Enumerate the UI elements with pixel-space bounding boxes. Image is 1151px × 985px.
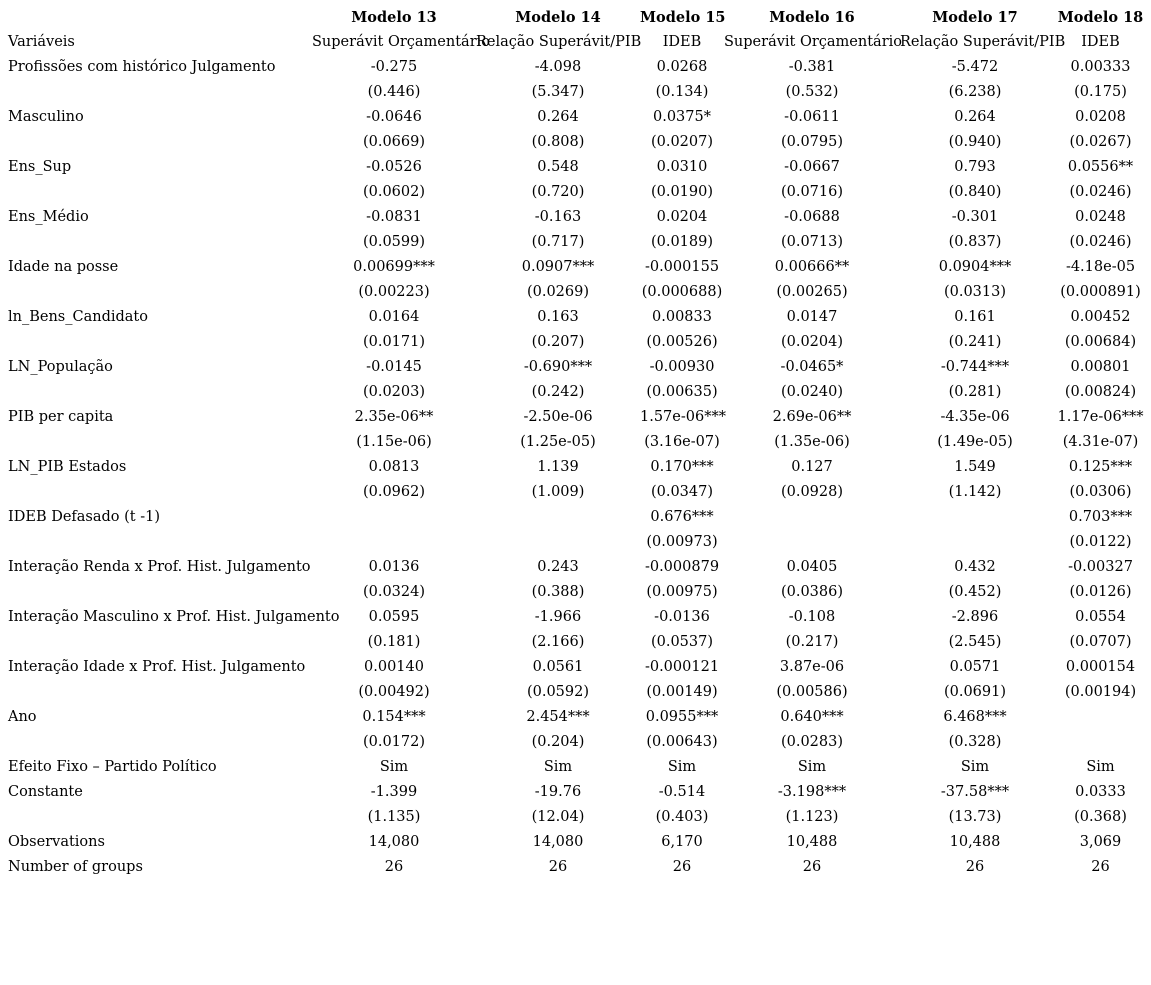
table-row-se bbox=[0, 180, 1151, 205]
value-cell: 0.00333 bbox=[1070, 59, 1131, 75]
value-cell: (5.347) bbox=[531, 84, 585, 100]
value-cell: IDEB bbox=[1081, 34, 1120, 50]
value-cell: 0.00833 bbox=[652, 309, 712, 325]
value-cell: (1.49e-05) bbox=[937, 434, 1013, 450]
value-cell: (0.0306) bbox=[1069, 484, 1132, 500]
value-cell: (0.00973) bbox=[646, 534, 718, 550]
table-row bbox=[0, 830, 1151, 855]
value-cell: -0.0667 bbox=[784, 159, 840, 175]
value-cell: (0.242) bbox=[531, 384, 585, 400]
value-cell: (0.207) bbox=[531, 334, 585, 350]
table-row bbox=[0, 555, 1151, 580]
table-row bbox=[0, 655, 1151, 680]
table-row bbox=[0, 705, 1151, 730]
table-row-se bbox=[0, 380, 1151, 405]
variable-label: Number of groups bbox=[8, 859, 143, 875]
table-row-se bbox=[0, 630, 1151, 655]
value-cell: IDEB bbox=[662, 34, 702, 50]
value-cell: -0.0136 bbox=[654, 609, 710, 625]
table-row bbox=[0, 55, 1151, 80]
value-cell: (0.000688) bbox=[641, 284, 723, 300]
table-row bbox=[0, 255, 1151, 280]
value-cell: (0.00526) bbox=[646, 334, 718, 350]
value-cell: -4.098 bbox=[534, 59, 582, 75]
value-cell: (0.0707) bbox=[1069, 634, 1132, 650]
value-cell: (0.717) bbox=[531, 234, 585, 250]
value-cell: (0.00492) bbox=[358, 684, 430, 700]
value-cell: 0.0405 bbox=[786, 559, 838, 575]
value-cell: Sim bbox=[797, 759, 827, 775]
value-cell: (0.181) bbox=[367, 634, 421, 650]
table-row bbox=[0, 305, 1151, 330]
variable-label: Profissões com histórico Julgamento bbox=[8, 59, 276, 75]
value-cell: (0.00975) bbox=[646, 584, 718, 600]
value-cell: 26 bbox=[965, 859, 985, 875]
regression-table bbox=[0, 5, 1151, 880]
value-cell: (1.142) bbox=[948, 484, 1002, 500]
value-cell: (0.0713) bbox=[780, 234, 844, 250]
value-cell: (0.0962) bbox=[362, 484, 426, 500]
table-row-se bbox=[0, 280, 1151, 305]
table-row bbox=[0, 780, 1151, 805]
value-cell: -5.472 bbox=[951, 59, 999, 75]
value-cell: 0.0136 bbox=[368, 559, 420, 575]
value-cell: (0.00586) bbox=[776, 684, 848, 700]
value-cell: (0.0795) bbox=[780, 134, 844, 150]
variable-label: Interação Idade x Prof. Hist. Julgamento bbox=[8, 659, 306, 675]
value-cell: (0.0691) bbox=[943, 684, 1007, 700]
value-cell: (1.15e-06) bbox=[356, 434, 432, 450]
variable-label: Masculino bbox=[8, 109, 84, 125]
table-row-se bbox=[0, 130, 1151, 155]
table-row-se bbox=[0, 480, 1151, 505]
value-cell: 0.00452 bbox=[1070, 309, 1131, 325]
variable-label: Observations bbox=[8, 834, 105, 850]
value-cell: 0.676*** bbox=[650, 509, 714, 525]
table-row bbox=[0, 355, 1151, 380]
value-cell: 26 bbox=[548, 859, 568, 875]
value-cell: (0.0204) bbox=[780, 334, 844, 350]
variable-label: Interação Masculino x Prof. Hist. Julgamento bbox=[8, 609, 340, 625]
value-cell: -0.690*** bbox=[523, 359, 593, 375]
value-cell: 0.0556** bbox=[1067, 159, 1134, 175]
value-cell: (0.368) bbox=[1074, 809, 1127, 825]
value-cell: (1.009) bbox=[531, 484, 585, 500]
value-cell: (0.940) bbox=[948, 134, 1002, 150]
variable-label: LN_População bbox=[8, 359, 113, 375]
value-cell: -0.0611 bbox=[784, 109, 840, 125]
value-cell: 1.57e-06*** bbox=[640, 409, 726, 425]
value-cell: Modelo 18 bbox=[1057, 9, 1144, 26]
table-row-se bbox=[0, 230, 1151, 255]
value-cell: 0.0208 bbox=[1075, 109, 1126, 125]
value-cell: 0.0204 bbox=[656, 209, 708, 225]
table-row-se bbox=[0, 530, 1151, 555]
value-cell: (0.0347) bbox=[650, 484, 714, 500]
value-cell: (0.00684) bbox=[1064, 334, 1137, 350]
variable-label: Idade na posse bbox=[8, 259, 119, 275]
value-cell: 0.00801 bbox=[1070, 359, 1131, 375]
value-cell: 0.170*** bbox=[650, 459, 714, 475]
value-cell: (13.73) bbox=[948, 809, 1002, 825]
value-cell: Relação Superávit/PIB bbox=[900, 34, 1066, 50]
value-cell: 0.0164 bbox=[368, 309, 420, 325]
value-cell: 2.454*** bbox=[526, 709, 590, 725]
value-cell: 14,080 bbox=[368, 834, 420, 850]
value-cell: -0.744*** bbox=[940, 359, 1010, 375]
value-cell: (0.134) bbox=[655, 84, 709, 100]
value-cell: (0.840) bbox=[948, 184, 1002, 200]
value-cell: 0.0268 bbox=[656, 59, 708, 75]
value-cell: 26 bbox=[672, 859, 692, 875]
value-cell: 0.0595 bbox=[368, 609, 420, 625]
value-cell: (4.31e-07) bbox=[1062, 434, 1139, 450]
value-cell: (6.238) bbox=[948, 84, 1002, 100]
table-row bbox=[0, 455, 1151, 480]
value-cell: Modelo 16 bbox=[769, 9, 855, 26]
value-cell: (0.0599) bbox=[362, 234, 426, 250]
value-cell: -0.00930 bbox=[649, 359, 715, 375]
value-cell: (0.0122) bbox=[1069, 534, 1132, 550]
value-cell: -4.35e-06 bbox=[940, 409, 1010, 425]
value-cell: (0.0313) bbox=[943, 284, 1007, 300]
value-cell: (0.532) bbox=[785, 84, 839, 100]
table-row bbox=[0, 605, 1151, 630]
value-cell: (0.000891) bbox=[1060, 284, 1141, 300]
value-cell: -2.50e-06 bbox=[523, 409, 593, 425]
value-cell: -0.00327 bbox=[1068, 559, 1133, 575]
value-cell: 26 bbox=[802, 859, 822, 875]
value-cell: 0.0310 bbox=[656, 159, 708, 175]
value-cell: (0.00635) bbox=[646, 384, 718, 400]
value-cell: (0.241) bbox=[948, 334, 1002, 350]
value-cell: Sim bbox=[667, 759, 697, 775]
variable-label: ln_Bens_Candidato bbox=[8, 309, 148, 325]
value-cell: (1.25e-05) bbox=[520, 434, 596, 450]
value-cell: -0.0688 bbox=[784, 209, 840, 225]
value-cell: 0.0955*** bbox=[645, 709, 719, 725]
value-cell: (1.135) bbox=[367, 809, 421, 825]
value-cell: (0.0207) bbox=[650, 134, 714, 150]
value-cell: (0.0190) bbox=[650, 184, 714, 200]
value-cell: Sim bbox=[1086, 759, 1115, 775]
value-cell: (0.0269) bbox=[526, 284, 590, 300]
value-cell: 10,488 bbox=[949, 834, 1001, 850]
variable-label: Ano bbox=[8, 709, 37, 725]
value-cell: 2.69e-06** bbox=[772, 409, 852, 425]
value-cell: 0.0813 bbox=[368, 459, 420, 475]
value-cell: Modelo 17 bbox=[932, 9, 1018, 26]
value-cell: 26 bbox=[1091, 859, 1110, 875]
value-cell: 0.0904*** bbox=[938, 259, 1012, 275]
variable-label: Variáveis bbox=[8, 34, 75, 50]
value-cell: -0.0526 bbox=[366, 159, 422, 175]
value-cell: 0.0147 bbox=[786, 309, 838, 325]
value-cell: (0.0324) bbox=[362, 584, 426, 600]
value-cell: 0.264 bbox=[537, 109, 579, 125]
value-cell: (0.175) bbox=[1074, 84, 1127, 100]
value-cell: -0.514 bbox=[658, 784, 706, 800]
value-cell: (0.204) bbox=[531, 734, 585, 750]
value-cell: -0.301 bbox=[951, 209, 999, 225]
value-cell: 0.640*** bbox=[780, 709, 844, 725]
value-cell: (0.446) bbox=[367, 84, 421, 100]
variable-label: Interação Renda x Prof. Hist. Julgamento bbox=[8, 559, 311, 575]
value-cell: 1.17e-06*** bbox=[1057, 409, 1144, 425]
value-cell: -0.0646 bbox=[366, 109, 422, 125]
value-cell: 0.0561 bbox=[532, 659, 584, 675]
value-cell: (0.00194) bbox=[1064, 684, 1137, 700]
value-cell: 0.0248 bbox=[1075, 209, 1126, 225]
variable-label: PIB per capita bbox=[8, 409, 114, 425]
value-cell: 0.0375* bbox=[653, 109, 711, 125]
value-cell: (0.0592) bbox=[526, 684, 590, 700]
value-cell: Sim bbox=[543, 759, 573, 775]
value-cell: (0.00223) bbox=[358, 284, 430, 300]
value-cell: (0.388) bbox=[531, 584, 585, 600]
table-row-se bbox=[0, 680, 1151, 705]
value-cell: (0.452) bbox=[948, 584, 1002, 600]
value-cell: 6,170 bbox=[661, 834, 703, 850]
value-cell: -1.399 bbox=[370, 784, 418, 800]
value-cell: (0.0602) bbox=[362, 184, 426, 200]
value-cell: (0.0171) bbox=[362, 334, 426, 350]
value-cell: 0.264 bbox=[954, 109, 996, 125]
table-row-se bbox=[0, 730, 1151, 755]
value-cell: 0.0554 bbox=[1075, 609, 1126, 625]
value-cell: Superávit Orçamentário bbox=[724, 34, 903, 50]
value-cell: -0.108 bbox=[788, 609, 836, 625]
value-cell: 0.0333 bbox=[1075, 784, 1126, 800]
value-cell: (0.00149) bbox=[646, 684, 718, 700]
value-cell: (0.0189) bbox=[650, 234, 714, 250]
value-cell: -0.163 bbox=[534, 209, 582, 225]
value-cell: (0.00643) bbox=[646, 734, 718, 750]
value-cell: (0.00265) bbox=[776, 284, 848, 300]
value-cell: (0.0716) bbox=[780, 184, 844, 200]
variable-label: IDEB Defasado (t -1) bbox=[8, 509, 161, 525]
value-cell: -19.76 bbox=[534, 784, 582, 800]
variable-label: Ens_Sup bbox=[8, 159, 72, 175]
value-cell: 0.127 bbox=[791, 459, 833, 475]
value-cell: (0.0246) bbox=[1069, 234, 1132, 250]
value-cell: 26 bbox=[384, 859, 404, 875]
value-cell: 6.468*** bbox=[943, 709, 1007, 725]
value-cell: -37.58*** bbox=[940, 784, 1010, 800]
value-cell: 0.163 bbox=[537, 309, 579, 325]
value-cell: (0.0537) bbox=[650, 634, 714, 650]
value-cell: Relação Superávit/PIB bbox=[476, 34, 642, 50]
value-cell: 0.0571 bbox=[949, 659, 1001, 675]
table-row-se bbox=[0, 805, 1151, 830]
value-cell: (0.0172) bbox=[362, 734, 426, 750]
value-cell: 0.00666** bbox=[774, 259, 850, 275]
table-row-se bbox=[0, 580, 1151, 605]
value-cell: (0.720) bbox=[531, 184, 585, 200]
variable-label: LN_PIB Estados bbox=[8, 459, 127, 475]
value-cell: 0.703*** bbox=[1068, 509, 1133, 525]
table-row-se bbox=[0, 330, 1151, 355]
value-cell: (3.16e-07) bbox=[644, 434, 720, 450]
value-cell: 10,488 bbox=[786, 834, 838, 850]
table-row bbox=[0, 505, 1151, 530]
value-cell: (1.123) bbox=[785, 809, 839, 825]
value-cell: -0.0465* bbox=[780, 359, 844, 375]
value-cell: 0.154*** bbox=[362, 709, 426, 725]
table-row bbox=[0, 205, 1151, 230]
value-cell: 0.00699*** bbox=[353, 259, 435, 275]
value-cell: -4.18e-05 bbox=[1065, 259, 1136, 275]
value-cell: -1.966 bbox=[534, 609, 582, 625]
value-cell: 0.243 bbox=[537, 559, 579, 575]
table-row bbox=[0, 105, 1151, 130]
value-cell: 14,080 bbox=[532, 834, 584, 850]
value-cell: 1.139 bbox=[537, 459, 579, 475]
value-cell: Modelo 15 bbox=[640, 9, 726, 26]
value-cell: 0.432 bbox=[954, 559, 996, 575]
value-cell: 0.548 bbox=[537, 159, 579, 175]
variable-label: Constante bbox=[8, 784, 83, 800]
value-cell: Modelo 14 bbox=[515, 9, 601, 26]
value-cell: (0.328) bbox=[948, 734, 1002, 750]
value-cell: 0.0907*** bbox=[521, 259, 595, 275]
value-cell: Sim bbox=[960, 759, 990, 775]
table-row-se bbox=[0, 80, 1151, 105]
table-row bbox=[0, 155, 1151, 180]
value-cell: (0.0669) bbox=[362, 134, 426, 150]
value-cell: Sim bbox=[379, 759, 409, 775]
value-cell: -0.000155 bbox=[644, 259, 720, 275]
value-cell: 0.161 bbox=[954, 309, 996, 325]
value-cell: -2.896 bbox=[951, 609, 999, 625]
value-cell: (0.0928) bbox=[780, 484, 844, 500]
value-cell: -0.275 bbox=[370, 59, 418, 75]
value-cell: (0.0283) bbox=[780, 734, 844, 750]
table-row bbox=[0, 855, 1151, 880]
value-cell: -0.000121 bbox=[644, 659, 720, 675]
value-cell: (0.808) bbox=[531, 134, 585, 150]
value-cell: 2.35e-06** bbox=[354, 409, 434, 425]
value-cell: (12.04) bbox=[531, 809, 585, 825]
value-cell: (0.281) bbox=[948, 384, 1002, 400]
value-cell: (0.00824) bbox=[1064, 384, 1137, 400]
value-cell: (0.0267) bbox=[1069, 134, 1132, 150]
model-header-row bbox=[0, 5, 1151, 30]
value-cell: 0.00140 bbox=[364, 659, 424, 675]
value-cell: (2.545) bbox=[948, 634, 1002, 650]
value-cell: 0.793 bbox=[954, 159, 996, 175]
value-cell: (0.0246) bbox=[1069, 184, 1132, 200]
value-cell: 0.125*** bbox=[1068, 459, 1133, 475]
value-cell: -0.381 bbox=[788, 59, 836, 75]
value-cell: -0.0145 bbox=[366, 359, 422, 375]
table-row bbox=[0, 755, 1151, 780]
value-cell: (0.0386) bbox=[780, 584, 844, 600]
variable-label: Ens_Médio bbox=[8, 209, 89, 225]
value-cell: (0.0126) bbox=[1069, 584, 1132, 600]
value-cell: Superávit Orçamentário bbox=[312, 34, 491, 50]
table-row-se bbox=[0, 430, 1151, 455]
value-cell: 0.000154 bbox=[1065, 659, 1136, 675]
value-cell: (0.217) bbox=[785, 634, 839, 650]
value-cell: -0.000879 bbox=[644, 559, 720, 575]
value-cell: (0.0203) bbox=[362, 384, 426, 400]
value-cell: (1.35e-06) bbox=[774, 434, 850, 450]
value-cell: (2.166) bbox=[531, 634, 585, 650]
depvar-header-row bbox=[0, 30, 1151, 55]
value-cell: Modelo 13 bbox=[351, 9, 437, 26]
value-cell: 3,069 bbox=[1079, 834, 1122, 850]
value-cell: -0.0831 bbox=[366, 209, 422, 225]
value-cell: -3.198*** bbox=[777, 784, 847, 800]
variable-label: Efeito Fixo – Partido Político bbox=[8, 759, 217, 775]
value-cell: (0.403) bbox=[655, 809, 709, 825]
value-cell: (0.0240) bbox=[780, 384, 844, 400]
value-cell: (0.837) bbox=[948, 234, 1002, 250]
table-row bbox=[0, 405, 1151, 430]
value-cell: 1.549 bbox=[954, 459, 996, 475]
value-cell: 3.87e-06 bbox=[779, 659, 845, 675]
